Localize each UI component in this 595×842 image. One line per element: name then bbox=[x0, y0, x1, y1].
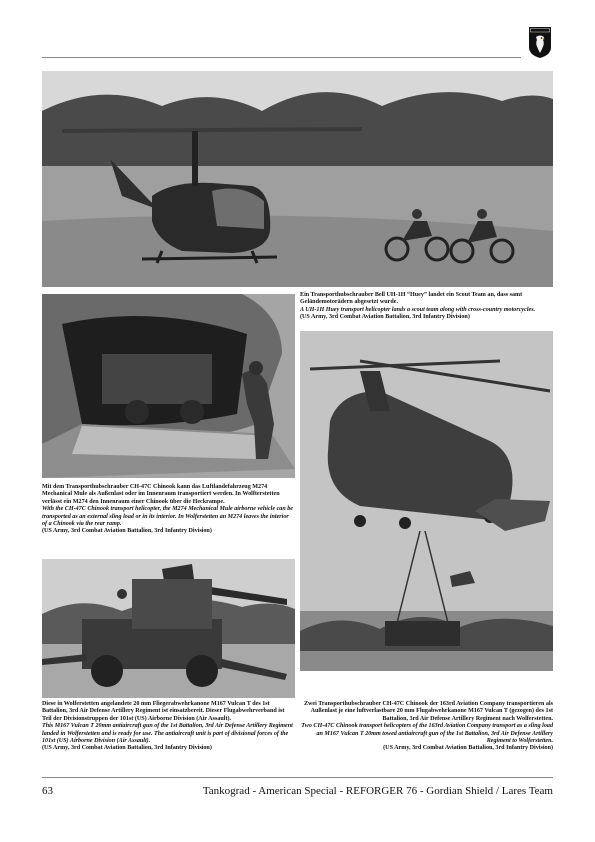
vulcan-caption-english: This M167 Vulcan T 20mm antiaircraft gun of the 1st Battalion, 3rd Air Defense Artillery Regiment landed in Wolferstetten and is ready for use. The antiaircraft unit is part of divisional forces of the 101st (US) Airborne Division (Air Assault). bbox=[42, 723, 293, 745]
vulcan-photo bbox=[42, 559, 295, 698]
mule-caption bbox=[42, 484, 295, 536]
footer-rule bbox=[42, 777, 553, 778]
mule-caption-english: With the CH-47C Chinook transport helicopter, the M274 Mechanical Mule airborne vehicle can be transported as an external sling load or in its interior. In Wolferstetten an M274 leaves the interior of a Chinook via the rear ramp. bbox=[42, 506, 293, 528]
huey-caption bbox=[300, 292, 553, 322]
chinooks-caption-german: Zwei Transporthubschrauber CH-47C Chinook der 163rd Aviation Company transportieren als Außenlast je eine luftverlastbare 20 mm Flugabwehrkanone M167 Vulcan T (gezogen) des 1st Battalion, 3rd Air Defense Artillery Regiment nach Wolferstetten. bbox=[303, 701, 553, 722]
vulcan-caption bbox=[42, 701, 295, 753]
page-number: 63 bbox=[42, 785, 53, 797]
eagle-shield-icon bbox=[528, 25, 552, 59]
chinooks-caption-english: Two CH-47C Chinook transport helicopters of the 163rd Aviation Company transport as a sling load an M167 Vulcan T 20mm towed antiaircraft gun of the 1st Battalion, 3rd Air Defense Artillery Regiment to Wolferstetten. bbox=[301, 723, 553, 745]
header-rule bbox=[42, 57, 521, 58]
mule-caption-source: (US Army, 3rd Combat Aviation Battalion, 3rd Infantry Division) bbox=[42, 528, 212, 535]
chinooks-caption bbox=[300, 701, 553, 753]
vulcan-caption-german: Diese in Wolferstetten angelandete 20 mm Fliegerabwehrkanone M167 Vulcan T des 1st Battalion, 3rd Air Defense Artillery Regiment ist einsatzbereit. Dieser Flugabwehrverband ist Teil der Divisionstruppen der 101st (US) Airborne Division (Air Assault). bbox=[42, 701, 285, 722]
huey-caption-german: Ein Transporthubschrauber Bell UH-1H “Huey” landet ein Scout Team an, dass samt Geländemotorädern abgesetzt wurde. bbox=[300, 292, 523, 306]
running-title: Tankograd - American Special - REFORGER 76 - Gordian Shield / Lares Team bbox=[202, 785, 553, 797]
vulcan-caption-source: (US Army, 3rd Combat Aviation Battalion, 3rd Infantry Division) bbox=[42, 745, 212, 752]
mule-photo bbox=[42, 294, 295, 478]
huey-caption-source: (US Army, 3rd Combat Aviation Battalion, 3rd Infantry Division) bbox=[300, 314, 470, 321]
chinooks-caption-source: (US Army, 3rd Combat Aviation Battalion, 3rd Infantry Division) bbox=[383, 745, 553, 752]
mule-caption-german: Mit dem Transporthubschrauber CH-47C Chinook kann das Luftlandefahrzeug M274 Mechanical Mule als Außenlast oder im Innenraum transportiert werden. In Wolfterstetten verlässt ein M274 den Innenraum einer Chinook über die Heckrampe. bbox=[42, 484, 280, 505]
huey-caption-english: A UH-1H Huey transport helicopter lands a scout team along with cross-country motorcycles. bbox=[300, 306, 536, 313]
huey-photo bbox=[42, 71, 553, 287]
chinook-sling-photo bbox=[300, 331, 553, 671]
